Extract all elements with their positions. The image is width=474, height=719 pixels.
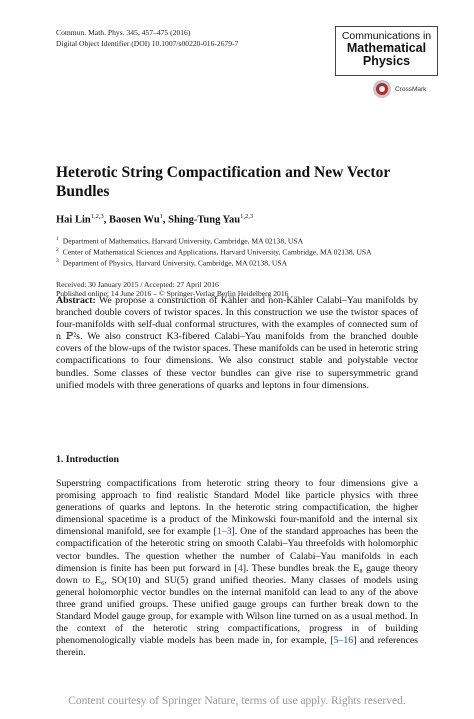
affiliations bbox=[56, 235, 372, 267]
intro-text: Superstring compactifications from heterotic string theory to four dimensions give a promising approach to find realistic Standard Model like particle physics with three generations of quarks and leptons. In the heterotic string compactification, the higher dimensional spacetime is a product of the Minkowski four-manifold and the internal six dimensional manifold, see for example [ bbox=[56, 478, 418, 538]
author-name: Hai Lin bbox=[56, 214, 91, 226]
author-affil-sup: 1,2,3 bbox=[90, 213, 104, 220]
journal-logo-line3: Physics bbox=[362, 54, 411, 68]
affiliation-text: Department of Mathematics, Harvard University, Cambridge, MA 02138, USA bbox=[62, 236, 304, 246]
doi: Digital Object Identifier (DOI) 10.1007/s00220-016-2679-7 bbox=[56, 39, 239, 48]
intro-text: ] and references therein. bbox=[56, 635, 418, 659]
footer-notice: Content courtesy of Springer Nature, terms of use apply. Rights reserved. bbox=[68, 695, 406, 707]
published-date: Published online: 14 June 2016 – © Springer-Verlag Berlin Heidelberg 2016 bbox=[56, 289, 289, 299]
crossmark-icon bbox=[373, 80, 391, 98]
citation-link[interactable]: 1–3 bbox=[216, 526, 232, 538]
abstract-label: Abstract: bbox=[56, 295, 96, 306]
journal-logo-line1: Communications in bbox=[341, 30, 432, 42]
affiliation-number: 3 bbox=[56, 257, 59, 264]
affiliation-number: 1 bbox=[56, 236, 59, 242]
author-affil-sup: 1,2,3 bbox=[240, 213, 254, 220]
affiliation-text: Department of Physics, Harvard University, Cambridge, MA 02138, USA bbox=[62, 258, 288, 268]
citation-block bbox=[56, 27, 238, 49]
intro-text: ]. These bundles break the E₈ gauge theory down to E₆, SO(10) and SU(5) grand unified theories. Many classes of models using general holomorphic vector bundles on the internal manifold can lead to any of the above three grand unified groups. These unified gauge groups can further break down to the Standard Model gauge group, for example with Wilson line turned on as a usual method. In the context of the heterotic string compactifications, progress in of building phenomenologically viable models has been made in, for example, [ bbox=[56, 562, 419, 647]
affiliation-item bbox=[56, 246, 372, 257]
section-heading: 1. Introduction bbox=[56, 454, 119, 465]
citation-link[interactable]: 5–16 bbox=[333, 635, 354, 647]
intro-text: ]. One of the standard approaches has been the compactification of the heterotic string on smooth Calabi–Yau threefolds with holomorphic vector bundles. The question whether the number of Calabi–Yau manifolds in each dimension is finite has been put forward in [ bbox=[56, 526, 418, 574]
affiliation-number: 2 bbox=[56, 246, 59, 253]
crossmark-badge[interactable] bbox=[373, 80, 426, 98]
author-affil-sup: 1 bbox=[159, 213, 163, 220]
abstract bbox=[56, 295, 418, 392]
received-date: Received: 30 January 2015 / Accepted: 27 April 2016 bbox=[56, 280, 219, 289]
author-name: Shing-Tung Yau bbox=[168, 214, 241, 226]
paper-title: Heterotic String Compactification and New Vector Bundles bbox=[56, 164, 390, 200]
journal-logo bbox=[335, 26, 438, 76]
abstract-text: We propose a construction of Kähler and non-Kähler Calabi–Yau manifolds by branched double covers of twistor spaces. In this construction we use the twistor spaces of four-manifolds with self-dual conformal structures, with the examples of connected sum of n ℙ²s. We also construct K3-fibered Calabi–Yau manifolds from the branched double covers of the blow-ups of the twistor spaces. These manifolds can be used in heterotic string compactifications to four dimensions. We also construct stable and polystable vector bundles. Some classes of these vector bundles can give rise to supersymmetric grand unified models with three generations of quarks and leptons in four dimensions. bbox=[56, 295, 418, 391]
author-list: Hai Lin$^{1,2,3}$, Baosen Wu$^1$, Shing-Tung Yau$^{1,2,3}$ bbox=[56, 213, 254, 226]
affiliation-item bbox=[56, 235, 372, 246]
citation-link[interactable]: 4 bbox=[237, 562, 243, 574]
journal-citation: Commun. Math. Phys. 345, 457–475 (2016) bbox=[56, 28, 191, 37]
author-name: Baosen Wu bbox=[108, 214, 160, 226]
crossmark-label: CrossMark bbox=[395, 85, 427, 93]
introduction-paragraph bbox=[56, 478, 418, 659]
affiliation-item bbox=[56, 257, 372, 268]
affiliation-text: Center of Mathematical Sciences and Applications, Harvard University, Cambridge, MA 02138, USA bbox=[62, 247, 372, 257]
journal-logo-line2: Mathematical bbox=[346, 41, 427, 55]
